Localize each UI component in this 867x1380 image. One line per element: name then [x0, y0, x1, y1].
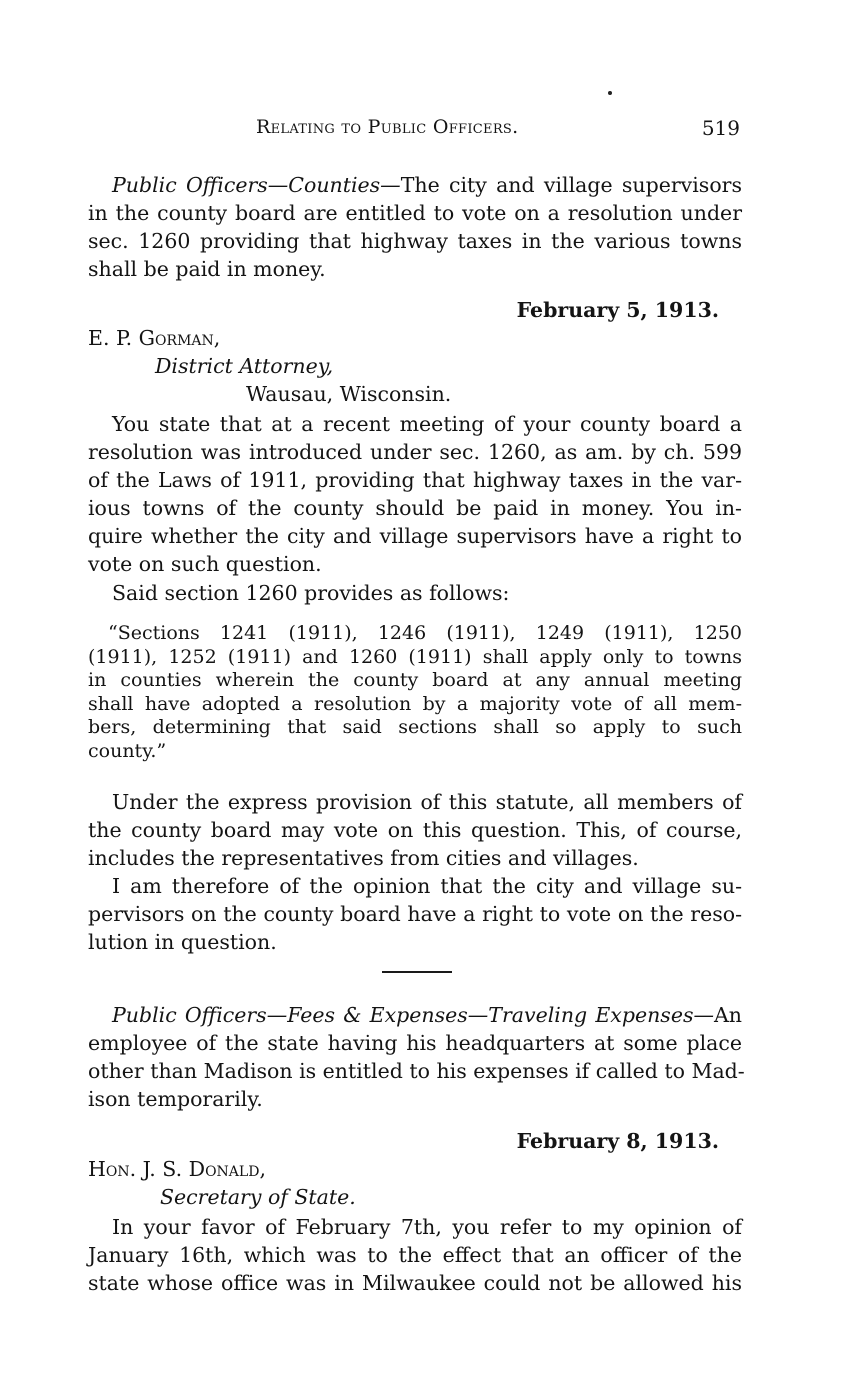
body-line: January 16th, which was to the effect that an officer of the — [88, 1243, 742, 1267]
headnote-line: Public Officers—Fees & Expenses—Traveling Expenses—An — [112, 1003, 742, 1027]
headnote-line: shall be paid in money. — [88, 257, 326, 281]
body-line: the county board may vote on this question. This, of course, — [88, 818, 742, 842]
opinion-date: February 5, 1913. — [516, 298, 719, 322]
running-head: Relating to Public Officers. — [256, 116, 519, 138]
body-line: I am therefore of the opinion that the city and village su- — [112, 874, 742, 898]
body-line: quire whether the city and village supervisors have a right to — [88, 524, 742, 548]
body-line: Said section 1260 provides as follows: — [112, 581, 510, 605]
quote-line: (1911), 1252 (1911) and 1260 (1911) shall apply only to towns — [88, 645, 742, 668]
body-line: state whose office was in Milwaukee could not be allowed his — [88, 1271, 742, 1295]
headnote-line: employee of the state having his headquarters at some place — [88, 1031, 742, 1055]
print-speck — [608, 91, 612, 95]
headnote-line: ison temporarily. — [88, 1087, 263, 1111]
headnote-line: sec. 1260 providing that highway taxes in the various towns — [88, 229, 742, 253]
addressee-name: Hon. J. S. Donald, — [88, 1157, 266, 1181]
quote-line: “Sections 1241 (1911), 1246 (1911), 1249 (1911), 1250 — [108, 622, 742, 644]
headnote-topic: Public Officers—Fees & Expenses—Traveling Expenses— — [112, 1003, 714, 1027]
quote-line: shall have adopted a resolution by a majority vote of all mem- — [88, 692, 742, 715]
body-line: vote on such question. — [88, 552, 322, 576]
page-header — [88, 116, 740, 140]
section-divider — [382, 971, 452, 973]
body-line: includes the representatives from cities and villages. — [88, 846, 639, 870]
headnote-line: Public Officers—Counties—The city and village supervisors — [112, 173, 742, 197]
headnote-line: other than Madison is entitled to his expenses if called to Mad- — [88, 1059, 745, 1083]
quote-line: in counties wherein the county board at any annual meeting — [88, 669, 742, 691]
quote-line: county.” — [88, 739, 167, 762]
page-number: 519 — [701, 116, 740, 140]
addressee-title: Secretary of State. — [160, 1185, 356, 1209]
body-line: In your favor of February 7th, you refer to my opinion of — [112, 1215, 742, 1239]
body-line: Under the express provision of this statute, all members of — [112, 790, 742, 814]
quote-line: bers, determining that said sections shall so apply to such — [88, 716, 742, 738]
body-line: of the Laws of 1911, providing that highway taxes in the var- — [88, 468, 742, 492]
body-line: ious towns of the county should be paid in money. You in- — [88, 496, 742, 520]
body-line: lution in question. — [88, 930, 277, 954]
headnote-topic: Public Officers—Counties— — [112, 173, 401, 197]
body-line: You state that at a recent meeting of your county board a — [112, 412, 742, 436]
opinion-date: February 8, 1913. — [516, 1129, 719, 1153]
headnote-line: in the county board are entitled to vote on a resolution under — [88, 201, 742, 225]
addressee-name: E. P. Gorman, — [88, 326, 221, 350]
body-line: resolution was introduced under sec. 1260, as am. by ch. 599 — [88, 440, 742, 464]
addressee-location: Wausau, Wisconsin. — [246, 382, 452, 406]
addressee-title: District Attorney, — [155, 354, 334, 378]
body-line: pervisors on the county board have a right to vote on the reso- — [88, 902, 742, 926]
